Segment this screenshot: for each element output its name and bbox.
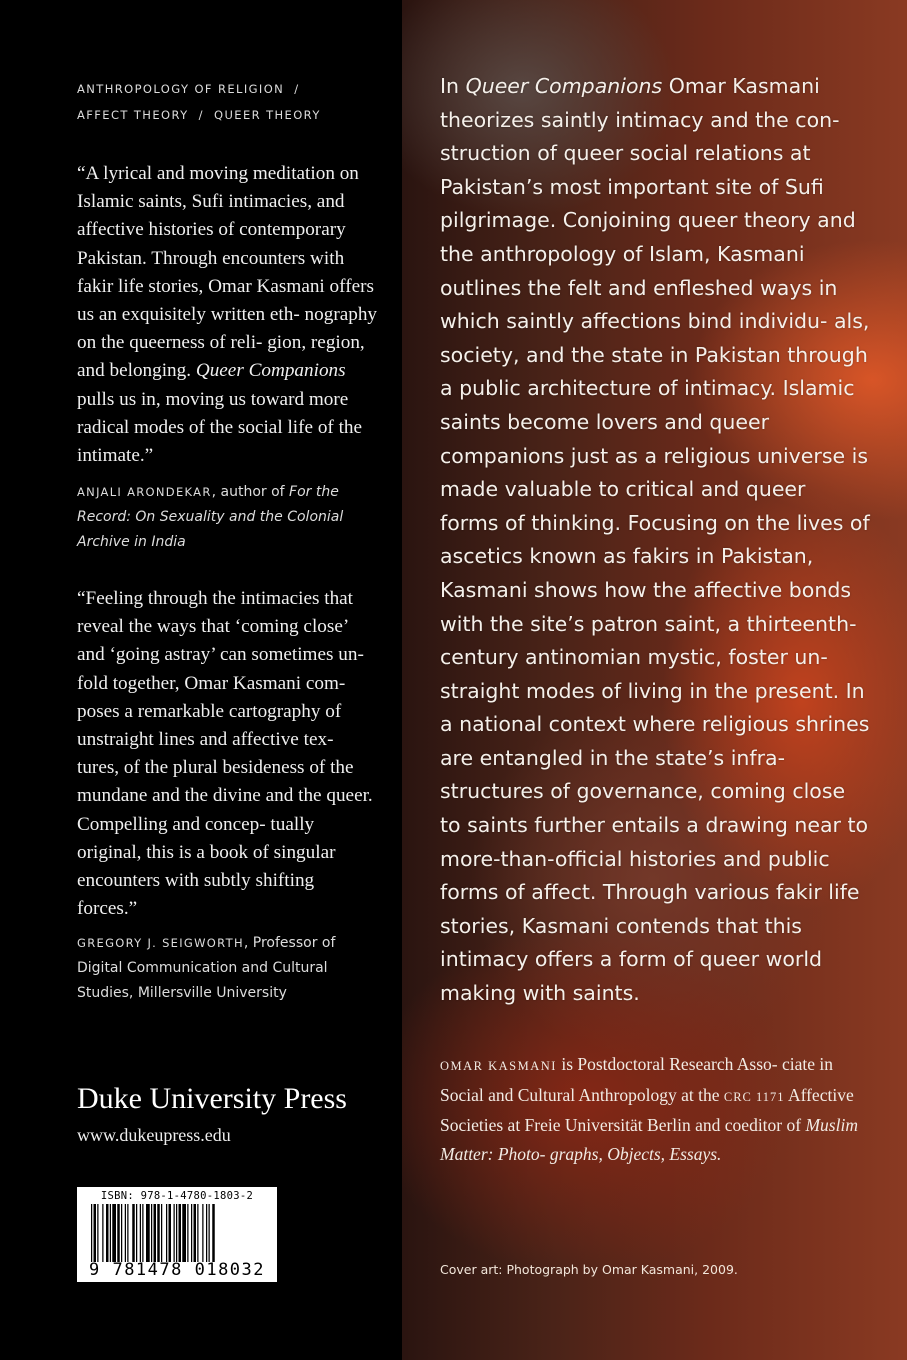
barcode-bar bbox=[194, 1204, 197, 1262]
barcode-bar bbox=[146, 1204, 150, 1262]
barcode-bar bbox=[206, 1204, 207, 1262]
quote1-italic-title: Queer Companions bbox=[195, 360, 346, 382]
quote1-attribution-title: For the Record: On Sexuality and the Colonial Archive in India bbox=[77, 484, 344, 550]
author-name: OMAR KASMANI bbox=[440, 1059, 557, 1073]
quote1-attribution-name: ANJALI ARONDEKAR bbox=[77, 485, 212, 499]
blurb-prefix: In bbox=[440, 74, 466, 98]
barcode-bar bbox=[121, 1204, 122, 1262]
author-bio-book: Muslim Matter: Photo- graphs, Objects, Essays. bbox=[440, 1115, 858, 1165]
blurb-title: Queer Companions bbox=[465, 74, 663, 98]
barcode-bar bbox=[106, 1204, 109, 1262]
publisher-url: www.dukeupress.edu bbox=[77, 1125, 231, 1145]
isbn-barcode bbox=[77, 1187, 277, 1282]
barcode-bar bbox=[161, 1204, 162, 1262]
quote2-attribution-name: GREGORY J. SEIGWORTH bbox=[77, 936, 244, 950]
barcode-bar bbox=[142, 1204, 143, 1262]
blurb-text: Omar Kasmani theorizes saintly intimacy and the con- struction of queer social relations at Pakistan’s most important site of Sufi pilgrimage. Conjoining queer theory and the anthropology of Islam, Kasmani outlines the felt and enfleshed ways in which saintly affections bind individu- als, society, and the state in Pakistan through a public architecture of intimacy. Islamic saints become lovers and queer companions just as a religious universe is made valuable to critical and queer forms of thinking. Focusing on the lives of ascetics known as fakirs in Pakistan, Kasmani shows how the affective bonds with the site’s patron saint, a thirteenth- century antinomian mystic, foster un- straight modes of living in the present. In a national context where religious shrines are entangled in the state’s infra- structures of governance, coming close to saints further entails a drawing near to more-than-official histories and public forms of affect. Through various fakir life stories, Kasmani contends that this intimacy offers a form of queer world making with saints. bbox=[440, 74, 870, 1006]
barcode-bar bbox=[202, 1204, 203, 1262]
subject-categories bbox=[77, 76, 321, 128]
barcode-bar bbox=[174, 1204, 175, 1262]
endorsement-quote-2: “Feeling through the intimacies that reveal the ways that ‘coming close’ and ‘going astray’ can sometimes un- fold together, Omar Kasmani com- poses a remarkable cartography of unstraight lines and affective tex- tures, of the plural besideness of the mundane and the divine and the queer. Compelling and concep- tually original, this is a book of singular encounters with subtly shifting forces.” bbox=[77, 588, 373, 920]
barcode-bar bbox=[212, 1204, 215, 1262]
category-line-2: AFFECT THEORY / QUEER THEORY bbox=[77, 108, 321, 122]
author-bio-crc: CRC 1171 bbox=[723, 1089, 785, 1104]
barcode-bar bbox=[179, 1204, 182, 1262]
cover-credit: Cover art: Photograph by Omar Kasmani, 2009. bbox=[440, 1262, 738, 1277]
barcode-bar bbox=[110, 1204, 111, 1262]
back-cover-left-panel bbox=[0, 0, 402, 1360]
barcode-bar bbox=[154, 1204, 157, 1262]
barcode-bar bbox=[151, 1204, 152, 1262]
barcode-bar bbox=[169, 1204, 172, 1262]
barcode-bar bbox=[197, 1204, 198, 1262]
barcode-bars bbox=[91, 1204, 263, 1262]
isbn-label: ISBN: 978-1-4780-1803-2 bbox=[100, 1190, 254, 1202]
barcode-bar bbox=[157, 1204, 160, 1262]
author-bio bbox=[440, 1050, 860, 1169]
endorsement-attribution-2 bbox=[77, 931, 377, 1006]
barcode-bar bbox=[176, 1204, 177, 1262]
author-bio-text-1: is Postdoctoral Research Asso- ciate in Social and Cultural Anthropology at the bbox=[440, 1054, 834, 1105]
barcode-bar bbox=[140, 1204, 141, 1262]
barcode-bar bbox=[97, 1204, 98, 1262]
publisher-name: Duke University Press bbox=[77, 1082, 347, 1115]
barcode-bar bbox=[187, 1204, 188, 1262]
category-line-1: ANTHROPOLOGY OF RELIGION / bbox=[77, 82, 300, 96]
barcode-bar bbox=[132, 1204, 135, 1262]
barcode-bar bbox=[127, 1204, 128, 1262]
endorsement-quote-1 bbox=[77, 160, 377, 470]
barcode-bar bbox=[136, 1204, 137, 1262]
barcode-digits: 9 781478 018032 bbox=[88, 1260, 266, 1280]
barcode-bar bbox=[182, 1204, 186, 1262]
barcode-bar bbox=[125, 1204, 126, 1262]
quote2-attribution-rest: , Professor of Digital Communication and Cultural Studies, Millersville University bbox=[77, 935, 336, 1001]
book-description bbox=[440, 70, 870, 1011]
back-cover-photo-panel bbox=[402, 0, 907, 1360]
barcode-bar bbox=[112, 1204, 116, 1262]
quote1-attribution-prefix: , author of bbox=[211, 484, 290, 500]
quote1-text-after: pulls us in, moving us toward more radical modes of the social life of the intimate.” bbox=[77, 388, 363, 467]
barcode-bar bbox=[102, 1204, 103, 1262]
barcode-bar bbox=[191, 1204, 192, 1262]
barcode-bar bbox=[166, 1204, 167, 1262]
quote1-text-before: “A lyrical and moving meditation on Islamic saints, Sufi intimacies, and affective histories of contemporary Pakistan. Through encounters with fakir life stories, Omar Kasmani offers us an exquisitely written eth- nography on the queerness of reli- gion, region, and belonging. bbox=[77, 163, 378, 382]
barcode-bar bbox=[209, 1204, 210, 1262]
author-bio-text-2: Affective Societies at Freie Universität Berlin and coeditor of bbox=[440, 1084, 854, 1136]
barcode-bar bbox=[117, 1204, 120, 1262]
barcode-bar bbox=[91, 1204, 92, 1262]
endorsement-attribution-1 bbox=[77, 480, 377, 555]
barcode-bar bbox=[94, 1204, 97, 1262]
